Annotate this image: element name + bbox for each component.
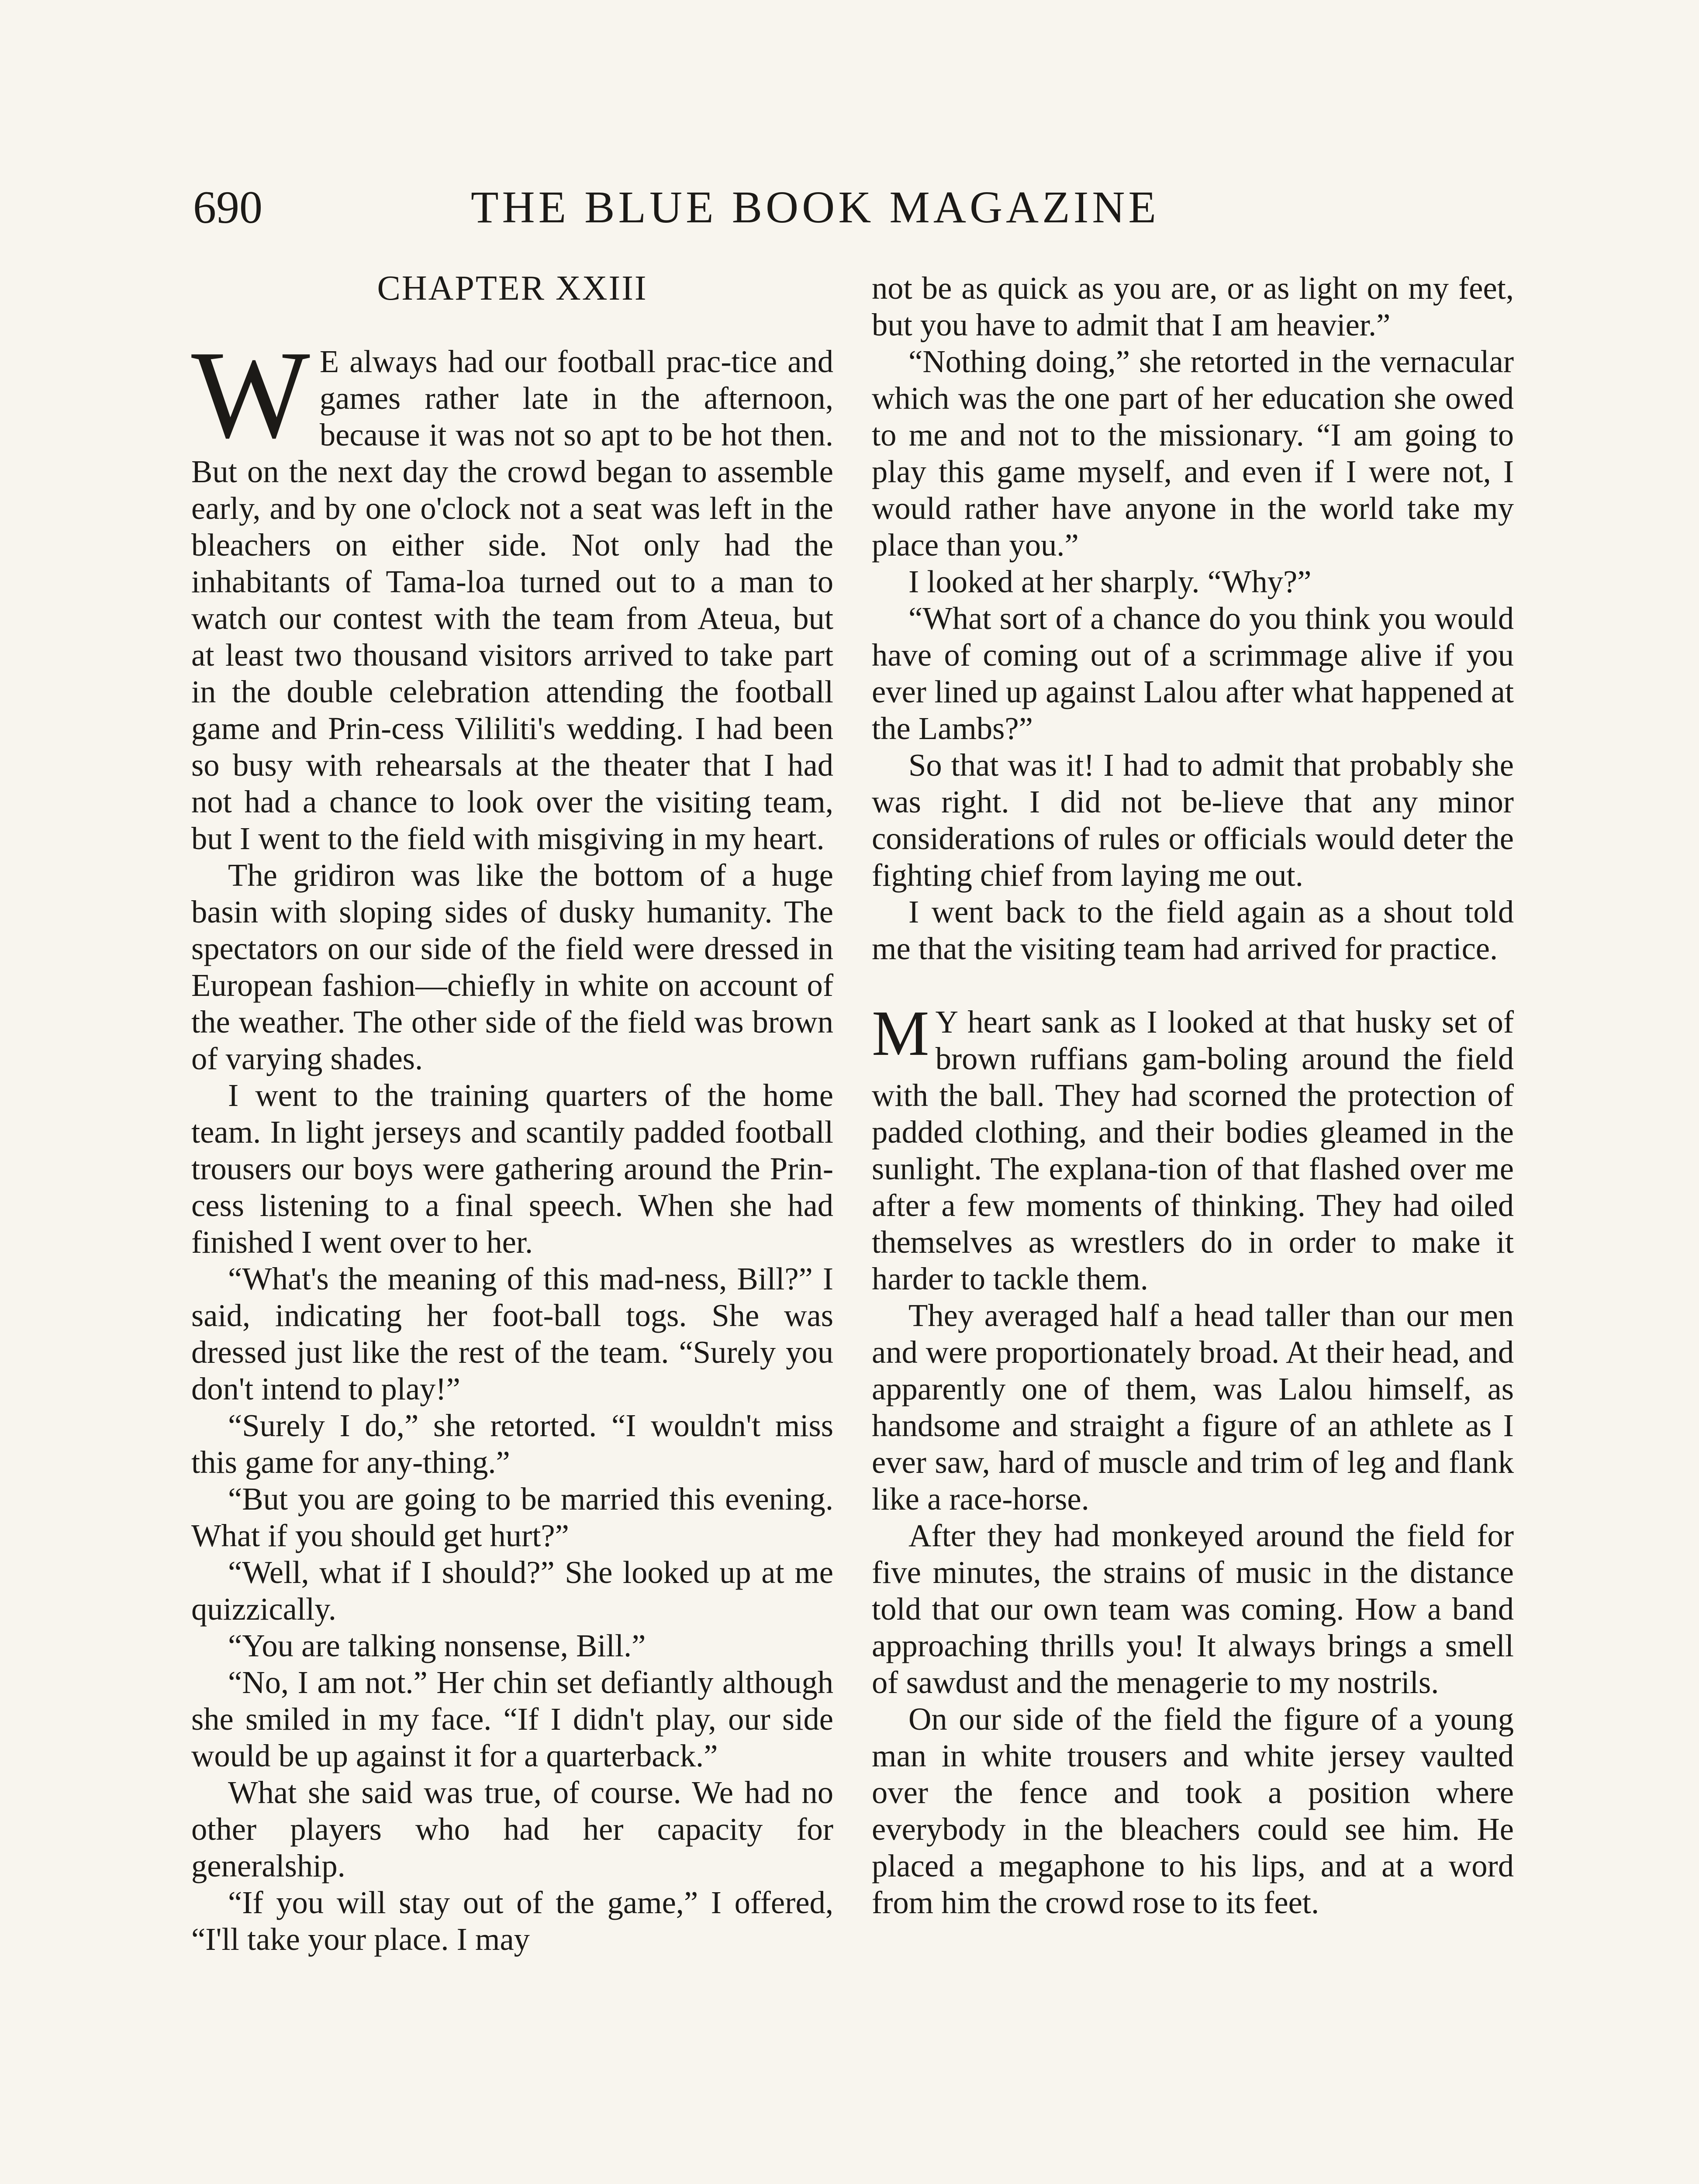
paragraph: “If you will stay out of the game,” I offered, “I'll take your place. I may	[191, 1885, 833, 1957]
paragraph: I went back to the field again as a shout told me that the visiting team had arrived for practice.	[872, 894, 1514, 966]
paragraph: I looked at her sharply. “Why?”	[908, 564, 1312, 599]
paragraph: “No, I am not.” Her chin set defiantly although she smiled in my face. “If I didn't play, our side would be up against it for a quarterback.”	[191, 1665, 833, 1773]
page-number: 690	[193, 182, 262, 233]
paragraph: So that was it! I had to admit that probably she was right. I did not be-lieve that any minor considerations of rules or officials would deter the fighting chief from laying me out.	[872, 747, 1514, 893]
magazine-title: THE BLUE BOOK MAGAZINE	[471, 182, 1160, 232]
paragraph: After they had monkeyed around the field for five minutes, the strains of music in the distance told that our own team was coming. How a band approaching thrills you! It always brings a smell of sawdust and the menagerie to my nostrils.	[872, 1518, 1514, 1700]
chapter-heading: CHAPTER XXIII	[377, 269, 648, 308]
paragraph: “But you are going to be married this evening. What if you should get hurt?”	[191, 1481, 833, 1553]
paragraph: They averaged half a head taller than our men and were proportionately broad. At their head, and apparently one of them, was Lalou himself, as handsome and straight a figure of an athlete as I ever saw, hard of muscle and trim of leg and flank like a race-horse.	[872, 1298, 1514, 1517]
continued-paragraph: not be as quick as you are, or as light on my feet, but you have to admit that I am heavier.”	[872, 270, 1514, 342]
opening-paragraph-text: E always had our football prac-tice and games rather late in the afternoon, because it was not so apt to be hot then. But on the next day the crowd began to assemble early, and by one o'clock not a seat was left in the bleachers on either side. Not only had the inhabitants of Tama-loa turned out to a man to watch our contest with the team from Ateua, but at least two thousand visitors arrived to take part in the double celebration attending the football game and Prin-cess Vililiti's wedding. I had been so busy with rehearsals at the theater that I had not had a chance to look over the visiting team, but I went to the field with misgiving in my heart.	[191, 344, 833, 856]
page-header	[187, 175, 1218, 240]
opening-paragraph	[191, 325, 833, 857]
paragraph: “Surely I do,” she retorted. “I wouldn't miss this game for any-thing.”	[191, 1408, 833, 1480]
paragraph: I went to the training quarters of the home team. In light jerseys and scantily padded football trousers our boys were gathering around the Prin-cess listening to a final speech. When she had finished I went over to her.	[191, 1078, 833, 1260]
paragraph: “Nothing doing,” she retorted in the vernacular which was the one part of her education she owed to me and not to the missionary. “I am going to play this game myself, and even if I were not, I would rather have anyone in the world take my place than you.”	[872, 344, 1514, 563]
paragraph: The gridiron was like the bottom of a huge basin with sloping sides of dusky humanity. The spectators on our side of the field were dressed in European fashion—chiefly in white on account of the weather. The other side of the field was brown of varying shades.	[191, 857, 833, 1076]
left-column	[191, 270, 833, 1958]
paragraph: “What's the meaning of this mad-ness, Bill?” I said, indicating her foot-ball togs. She was dressed just like the rest of the team. “Surely you don't intend to play!”	[191, 1261, 833, 1406]
section-opening-paragraph	[872, 998, 1514, 1297]
drop-cap: M	[872, 998, 929, 1069]
paragraph: “Well, what if I should?” She looked up at me quizzically.	[191, 1555, 833, 1627]
paragraph: What she said was true, of course. We had no other players who had her capacity for generalship.	[191, 1775, 833, 1883]
section-break	[872, 967, 1514, 1004]
paragraph: On our side of the field the figure of a young man in white trousers and white jersey vaulted over the fence and took a position where everybody in the bleachers could see him. He placed a megaphone to his lips, and at a word from him the crowd rose to its feet.	[872, 1701, 1514, 1920]
paragraph: “What sort of a chance do you think you would have of coming out of a scrimmage alive if you ever lined up against Lalou after what happened at the Lambs?”	[872, 601, 1514, 746]
right-column	[872, 270, 1514, 1921]
drop-cap: W	[191, 325, 310, 464]
section-opening-text: Y heart sank as I looked at that husky set of brown ruffians gam-boling around the field with the ball. They had scorned the protection of padded clothing, and their bodies gleamed in the sunlight. The explana-tion of that flashed over me after a few moments of thinking. They had oiled themselves as wrestlers do in order to make it harder to tackle them.	[872, 1004, 1514, 1296]
paragraph: “You are talking nonsense, Bill.”	[228, 1628, 646, 1663]
